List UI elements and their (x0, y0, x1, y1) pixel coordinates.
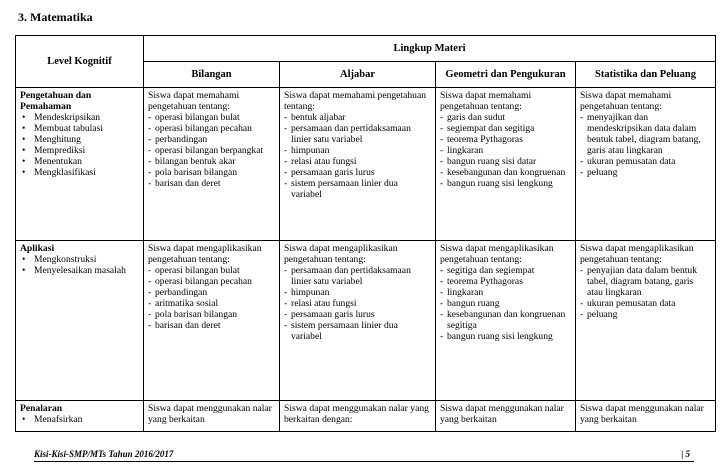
skill-item: • Menghitung (20, 134, 139, 145)
level-cell (16, 88, 144, 241)
cell-intro: Siswa dapat mengaplikasikan pengetahuan tentang: (148, 243, 262, 265)
topic-list (580, 112, 711, 178)
level-cell (16, 241, 144, 401)
content-cell-bilangan (144, 88, 280, 241)
topic-item: - peluang (580, 167, 711, 178)
skill-item: • Memprediksi (20, 145, 139, 156)
topic-list (284, 112, 431, 200)
header-lingkup-materi: Lingkup Materi (144, 36, 716, 62)
cell-intro: Siswa dapat menggunakan nalar yang berkaitan (580, 403, 704, 425)
topic-item: - bangun ruang sisi datar (440, 156, 571, 167)
topic-list (580, 265, 711, 320)
topic-item: - ukuran pemusatan data (580, 298, 711, 309)
skill-item: • Membuat tabulasi (20, 123, 139, 134)
topic-item: - operasi bilangan pecahan (148, 123, 275, 134)
skill-item: • Menafsirkan (20, 414, 139, 425)
topic-list (440, 112, 571, 189)
level-title: Penalaran (20, 403, 63, 414)
level-cell (16, 401, 144, 432)
topic-item: - ukuran pemusatan data (580, 156, 711, 167)
topic-item: - persamaan dan pertidaksamaan linier satu variabel (284, 265, 431, 287)
column-header-geometri: Geometri dan Pengukuran (436, 62, 576, 88)
topic-item: - pola barisan bilangan (148, 309, 275, 320)
topic-item: - bangun ruang (440, 298, 571, 309)
topic-item: - perbandingan (148, 134, 275, 145)
skill-item: • Menyelesaikan masalah (20, 265, 139, 276)
content-cell-bilangan (144, 401, 280, 432)
topic-item: - himpunan (284, 145, 431, 156)
topic-item: - lingkaran (440, 145, 571, 156)
column-header-bilangan: Bilangan (144, 62, 280, 88)
skill-item: • Menentukan (20, 156, 139, 167)
skill-list (20, 414, 139, 425)
topic-item: - teorema Pythagoras (440, 134, 571, 145)
cell-intro: Siswa dapat mengaplikasikan pengetahuan tentang: (284, 243, 398, 265)
column-header-aljabar: Aljabar (280, 62, 436, 88)
topic-item: - relasi atau fungsi (284, 156, 431, 167)
topic-item: - segiempat dan segitiga (440, 123, 571, 134)
content-cell-geometri (436, 88, 576, 241)
topic-item: - teorema Pythagoras (440, 276, 571, 287)
topic-item: - sistem persamaan linier dua variabel (284, 320, 431, 342)
content-cell-geometri (436, 401, 576, 432)
topic-item: - relasi atau fungsi (284, 298, 431, 309)
topic-item: - garis dan sudut (440, 112, 571, 123)
cell-intro: Siswa dapat memahami pengetahuan tentang: (148, 90, 240, 112)
topic-list (440, 265, 571, 342)
topic-item: - bentuk aljabar (284, 112, 431, 123)
footer-document-title: Kisi-Kisi-SMP/MTs Tahun 2016/2017 (34, 449, 174, 459)
section-title: 3. Matematika (18, 10, 93, 24)
topic-item: - peluang (580, 309, 711, 320)
topic-list (148, 265, 275, 331)
skill-item: • Mendeskripsikan (20, 112, 139, 123)
topic-item: - operasi bilangan pecahan (148, 276, 275, 287)
level-title: Pengetahuan dan Pemahaman (20, 90, 92, 112)
topic-item: - lingkaran (440, 287, 571, 298)
topic-item: - persamaan dan pertidaksamaan linier satu variabel (284, 123, 431, 145)
cell-intro: Siswa dapat menggunakan nalar yang berkaitan dengan: (284, 403, 429, 425)
skill-item: • Mengkonstruksi (20, 254, 139, 265)
content-cell-aljabar (280, 88, 436, 241)
kisi-table (15, 35, 716, 432)
content-cell-geometri (436, 241, 576, 401)
topic-item: - persamaan garis lurus (284, 309, 431, 320)
column-header-statistika: Statistika dan Peluang (576, 62, 716, 88)
table-row-penalaran (16, 401, 716, 432)
skill-list (20, 112, 139, 178)
topic-item: - menyajikan dan mendeskripsikan data dalam bentuk tabel, diagram batang, garis atau lingkaran (580, 112, 711, 156)
topic-item: - pola barisan bilangan (148, 167, 275, 178)
content-cell-bilangan (144, 241, 280, 401)
level-title: Aplikasi (20, 243, 55, 254)
topic-item: - aritmatika sosial (148, 298, 275, 309)
footer-page-number: | 5 (681, 449, 690, 459)
skill-item: • Mengklasifikasi (20, 167, 139, 178)
content-cell-statistika (576, 88, 716, 241)
header-level-kognitif: Level Kognitif (16, 36, 144, 88)
topic-item: - bangun ruang sisi lengkung (440, 178, 571, 189)
topic-item: - bilangan bentuk akar (148, 156, 275, 167)
topic-item: - operasi bilangan bulat (148, 265, 275, 276)
topic-item: - barisan dan deret (148, 320, 275, 331)
content-cell-aljabar (280, 241, 436, 401)
topic-item: - operasi bilangan berpangkat (148, 145, 275, 156)
topic-item: - kesebangunan dan kongruenan (440, 167, 571, 178)
cell-intro: Siswa dapat memahami pengetahuan tentang: (440, 90, 532, 112)
topic-item: - barisan dan deret (148, 178, 275, 189)
topic-item: - perbandingan (148, 287, 275, 298)
topic-item: - kesebangunan dan kongruenan segitiga (440, 309, 571, 331)
cell-intro: Siswa dapat memahami pengetahuan tentang: (580, 90, 672, 112)
table-row-aplikasi (16, 241, 716, 401)
topic-item: - sistem persamaan linier dua variabel (284, 178, 431, 200)
cell-intro: Siswa dapat memahami pengetahuan tentang: (284, 90, 426, 112)
topic-item: - segitiga dan segiempat (440, 265, 571, 276)
table-row-pengetahuan (16, 88, 716, 241)
topic-item: - penyajian data dalam bentuk tabel, diagram batang, garis atau lingkaran (580, 265, 711, 298)
cell-intro: Siswa dapat mengaplikasikan pengetahuan tentang: (440, 243, 554, 265)
cell-intro: Siswa dapat menggunakan nalar yang berkaitan (440, 403, 564, 425)
topic-item: - himpunan (284, 287, 431, 298)
cell-intro: Siswa dapat menggunakan nalar yang berkaitan (148, 403, 272, 425)
content-cell-aljabar (280, 401, 436, 432)
topic-item: - persamaan garis lurus (284, 167, 431, 178)
topic-item: - operasi bilangan bulat (148, 112, 275, 123)
topic-list (148, 112, 275, 189)
content-cell-statistika (576, 241, 716, 401)
topic-list (284, 265, 431, 342)
footer-divider (34, 461, 694, 462)
content-cell-statistika (576, 401, 716, 432)
topic-item: - bangun ruang sisi lengkung (440, 331, 571, 342)
skill-list (20, 254, 139, 276)
cell-intro: Siswa dapat mengaplikasikan pengetahuan tentang: (580, 243, 694, 265)
